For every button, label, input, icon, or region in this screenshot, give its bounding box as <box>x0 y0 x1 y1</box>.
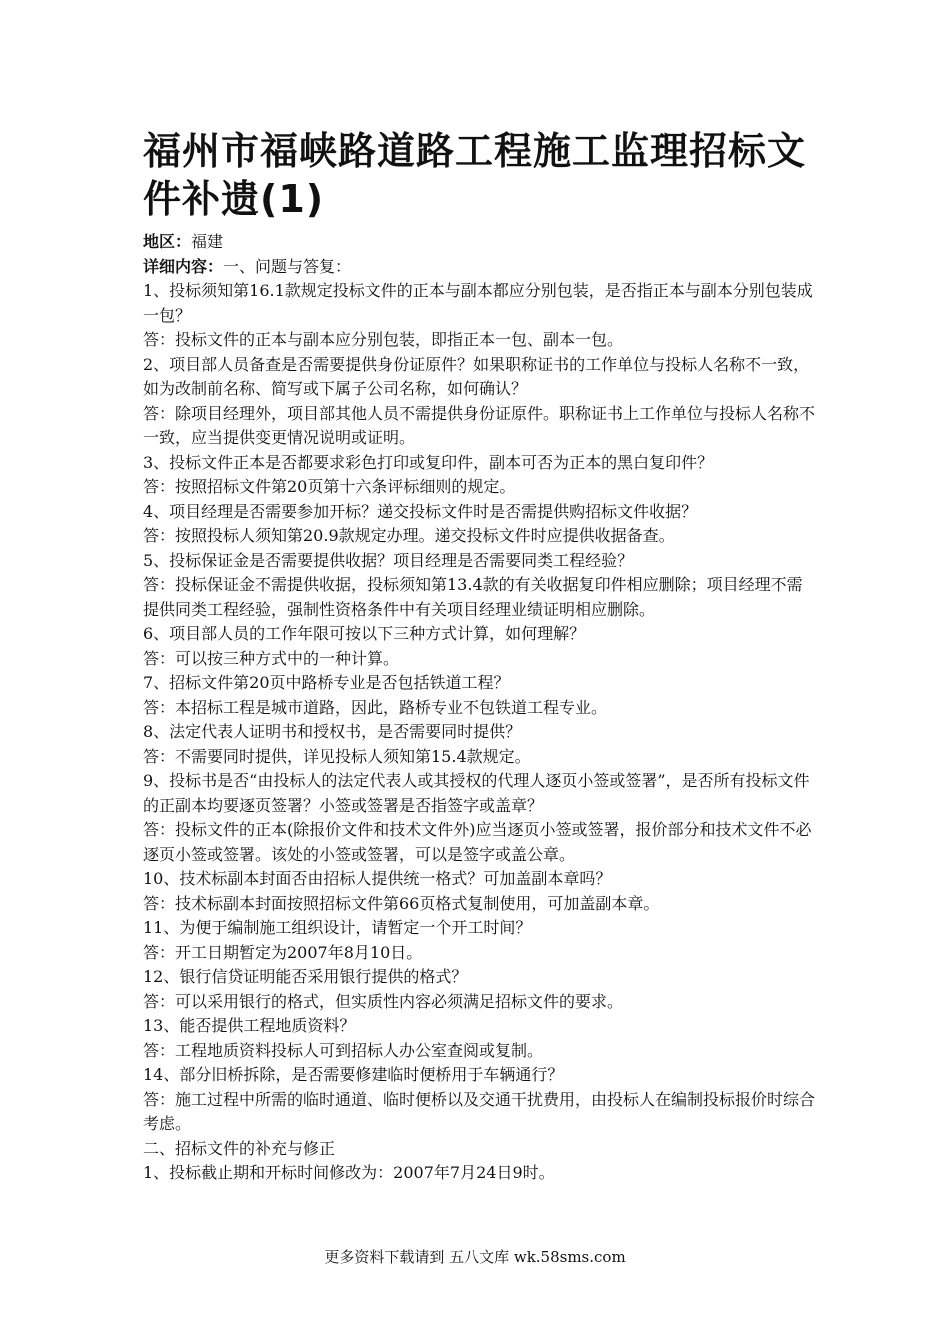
page-footer: 更多资料下载请到 五八文库 wk.58sms.com <box>324 1248 626 1266</box>
question-paragraph: 13、能否提供工程地质资料？ <box>143 1016 356 1035</box>
answer-paragraph: 答：投标保证金不需提供收据，投标须知第13.4款的有关收据复印件相应删除；项目经理不需提供同类工程经验，强制性资格条件中有关项目经理业绩证明相应删除。 <box>143 575 803 619</box>
question-paragraph: 12、银行信贷证明能否采用银行提供的格式？ <box>143 967 468 986</box>
answer-paragraph: 答：可以按三种方式中的一种计算。 <box>143 648 400 668</box>
answer-paragraph: 答：技术标副本封面按照招标文件第66页格式复制使用，可加盖副本章。 <box>143 893 660 913</box>
question-paragraph: 10、技术标副本封面否由招标人提供统一格式？可加盖副本章吗？ <box>143 869 612 888</box>
answer-paragraph: 答：投标文件的正本与副本应分别包装，即指正本一包、副本一包。 <box>143 330 624 349</box>
document-page <box>143 127 815 1186</box>
document-title: 福州市福峡路道路工程施工监理招标文件补遗(1) <box>143 129 807 221</box>
question-paragraph: 2、项目部人员备查是否需要提供身份证原件？如果职称证书的工作单位与投标人名称不一致，如为改制前名称、简写或下属子公司名称，如何确认？ <box>143 354 810 398</box>
answer-paragraph: 答：本招标工程是城市道路，因此，路桥专业不包铁道工程专业。 <box>143 697 608 717</box>
answer-paragraph: 答：开工日期暂定为2007年8月10日。 <box>143 942 423 962</box>
answer-paragraph: 答：按照投标人须知第20.9款规定办理。递交投标文件时应提供收据备查。 <box>143 526 675 545</box>
answer-paragraph: 答：除项目经理外，项目部其他人员不需提供身份证原件。职称证书上工作单位与投标人名称不一致，应当提供变更情况说明或证明。 <box>143 403 816 447</box>
question-paragraph: 3、投标文件正本是否都要求彩色打印或复印件，副本可否为正本的黑白复印件？ <box>143 452 714 472</box>
answer-paragraph: 答：投标文件的正本(除报价文件和技术文件外)应当逐页小签或签署，报价部分和技术文件不必逐页小签或签署。该处的小签或签署，可以是签字或盖公章。 <box>143 820 812 864</box>
question-paragraph: 二、招标文件的补充与修正 <box>143 1138 336 1158</box>
content-label: 详细内容： <box>143 257 224 276</box>
question-paragraph: 7、招标文件第20页中路桥专业是否包括铁道工程？ <box>143 673 510 692</box>
region-label: 地区： <box>143 232 192 251</box>
question-paragraph: 1、投标须知第16.1款规定投标文件的正本与副本都应分别包装，是否指正本与副本分别包装成一包？ <box>143 281 813 325</box>
answer-paragraph: 答：工程地质资料投标人可到招标人办公室查阅或复制。 <box>143 1040 544 1060</box>
question-paragraph: 8、法定代表人证明书和授权书，是否需要同时提供？ <box>143 722 522 741</box>
question-paragraph: 4、项目经理是否需要参加开标？递交投标文件时是否需提供购招标文件收据？ <box>143 501 698 521</box>
region-line <box>143 229 815 254</box>
content-line <box>143 254 815 279</box>
question-paragraph: 11、为便于编制施工组织设计，请暂定一个开工时间？ <box>143 918 532 937</box>
answer-paragraph: 答：不需要同时提供，详见投标人须知第15.4款规定。 <box>143 746 531 766</box>
region-value: 福建 <box>191 232 224 251</box>
question-paragraph: 14、部分旧桥拆除，是否需要修建临时便桥用于车辆通行？ <box>143 1065 564 1084</box>
question-paragraph: 5、投标保证金是否需要提供收据？项目经理是否需要同类工程经验？ <box>143 550 634 570</box>
answer-paragraph: 答：按照招标文件第20页第十六条评标细则的规定。 <box>143 477 516 496</box>
answer-paragraph: 答：可以采用银行的格式，但实质性内容必须满足招标文件的要求。 <box>143 991 624 1011</box>
question-paragraph: 6、项目部人员的工作年限可按以下三种方式计算，如何理解？ <box>143 624 586 643</box>
content-intro: 一、问题与答复： <box>223 257 352 276</box>
document-body <box>143 279 815 1186</box>
question-paragraph: 1、投标截止期和开标时间修改为：2007年7月24日9时。 <box>143 1163 555 1182</box>
answer-paragraph: 答：施工过程中所需的临时通道、临时便桥以及交通干扰费用，由投标人在编制投标报价时综合考虑。 <box>143 1089 816 1133</box>
question-paragraph: 9、投标书是否“由投标人的法定代表人或其授权的代理人逐页小签或签署”，是否所有投标文件的正副本均要逐页签署？小签或签署是否指签字或盖章？ <box>143 771 810 815</box>
